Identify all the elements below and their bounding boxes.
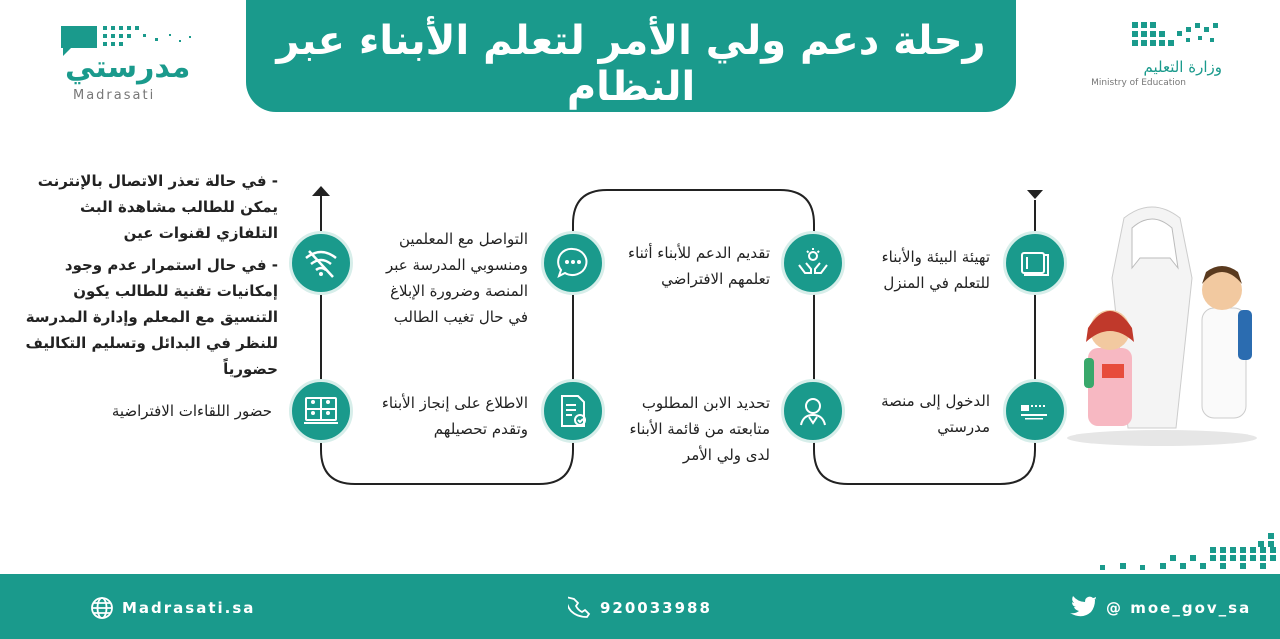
moe-logo-english: Ministry of Education [1091,78,1186,88]
page-title: رحلة دعم ولي الأمر لتعلم الأبناء عبر النظام [276,18,986,110]
video-meeting-icon [289,379,353,443]
chat-icon [541,231,605,295]
note-no-technology: - في حال استمرار عدم وجود إمكانيات تقنية للطالب يكون التنسيق مع المعلم وإدارة المدرسة للنظر في البدائل وتسليم التكاليف حضورياً [25,256,278,378]
phone-icon [568,596,592,620]
student-icon [781,379,845,443]
step-prepare-environment: تهيئة البيئة والأبناء للتعلم في المنزل [881,248,990,292]
note-no-internet: - في حالة تعذر الاتصال بالإنترنت يمكن للطالب مشاهدة البث التلفازي لقنوات عين [37,172,278,242]
footer-phone[interactable] [568,596,712,620]
support-hands-icon [781,231,845,295]
website-text: Madrasati.sa [122,599,256,617]
twitter-handle: @ moe_gov_sa [1106,599,1252,617]
step-attend-virtual-meetings: حضور اللقاءات الافتراضية [111,402,272,420]
step-review-achievement: الاطلاع على إنجاز الأبناء وتقدم تحصيلهم [381,394,528,438]
madrasati-logo-arabic: مدرستي [65,50,191,85]
step-select-child: تحديد الابن المطلوب متابعته من قائمة الأبناء لدى ولي الأمر [629,394,770,464]
step-login-madrasati: الدخول إلى منصة مدرستي [881,392,990,436]
step-communicate-teachers: التواصل مع المعلمين ومنسوبي المدرسة عبر المنصة وضرورة الإبلاغ في حال تغيب الطالب [385,230,528,326]
moe-logo-arabic: وزارة التعليم [1143,58,1222,76]
madrasati-logo-icon [1003,379,1067,443]
decorative-dots-graphic [1090,533,1280,574]
end-arrow-icon [312,186,330,196]
phone-text: 920033988 [600,599,712,617]
twitter-icon [1070,596,1098,620]
footer-twitter[interactable] [1070,596,1251,620]
footer-website[interactable] [90,596,255,620]
step-provide-support: تقديم الدعم للأبناء أثناء تعلمهم الافتراضي [628,244,770,288]
globe-icon [90,596,114,620]
start-arrow-icon [1027,190,1043,199]
madrasati-logo-english: Madrasati [73,88,156,103]
document-check-icon [541,379,605,443]
no-wifi-icon [289,231,353,295]
books-icon [1003,231,1067,295]
family-illustration [1062,198,1262,448]
